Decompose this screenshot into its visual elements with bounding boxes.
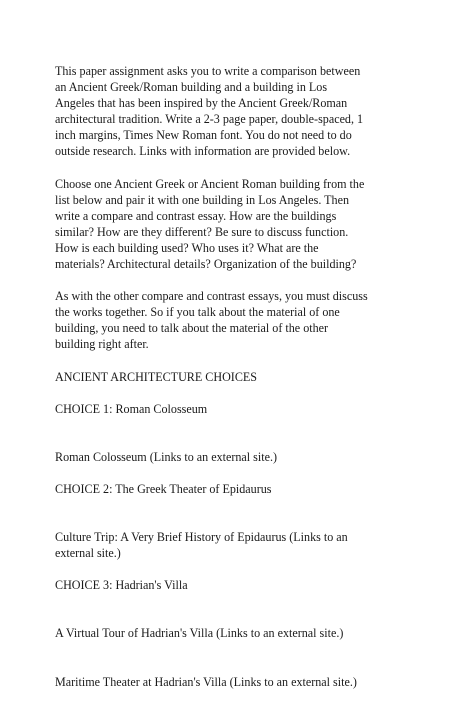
compare-note-paragraph: As with the other compare and contrast essays, you must discuss the works together. So if you talk about the material of one building, you need to talk about the material of the other building right after. [55, 289, 368, 352]
choice-1-link-row [55, 433, 400, 465]
choice-1-heading: CHOICE 1: Roman Colosseum [55, 401, 208, 416]
choice-2-link[interactable]: Culture Trip: A Very Brief History of Epidaurus (Links to an external site.) [55, 530, 348, 561]
choice-3-link-virtual-tour[interactable]: A Virtual Tour of Hadrian's Villa (Links to an external site.) [55, 626, 344, 641]
section-heading: ANCIENT ARCHITECTURE CHOICES [55, 369, 258, 384]
choice-3-link-1-row [55, 609, 400, 641]
intro-paragraph: This paper assignment asks you to write a comparison between an Ancient Greek/Roman building and a building in Los Angeles that has been inspired by the Ancient Greek/Roman architectural tradition. Write a 2-3 page paper, double-spaced, 1 inch margins, Times New Roman font. You do not need to do outside research. Links with information are provided below. [55, 64, 364, 159]
choice-1-link[interactable]: Roman Colosseum (Links to an external site.) [55, 449, 278, 464]
choice-2-link-row [55, 513, 400, 561]
choice-3-heading: CHOICE 3: Hadrian's Villa [55, 578, 188, 593]
choice-3-link-maritime-theater[interactable]: Maritime Theater at Hadrian's Villa (Links to an external site.) [55, 674, 357, 689]
document-page [55, 63, 400, 706]
choice-2-heading: CHOICE 2: The Greek Theater of Epidaurus [55, 481, 272, 496]
instructions-paragraph: Choose one Ancient Greek or Ancient Roman building from the list below and pair it with one building in Los Angeles. Then write a compare and contrast essay. How are the buildings similar? How are they different? Be sure to discuss function. How is each building used? Who uses it? What are the materials? Architectural details? Organization of the building? [55, 176, 365, 272]
choice-3-link-2-row [55, 658, 400, 690]
